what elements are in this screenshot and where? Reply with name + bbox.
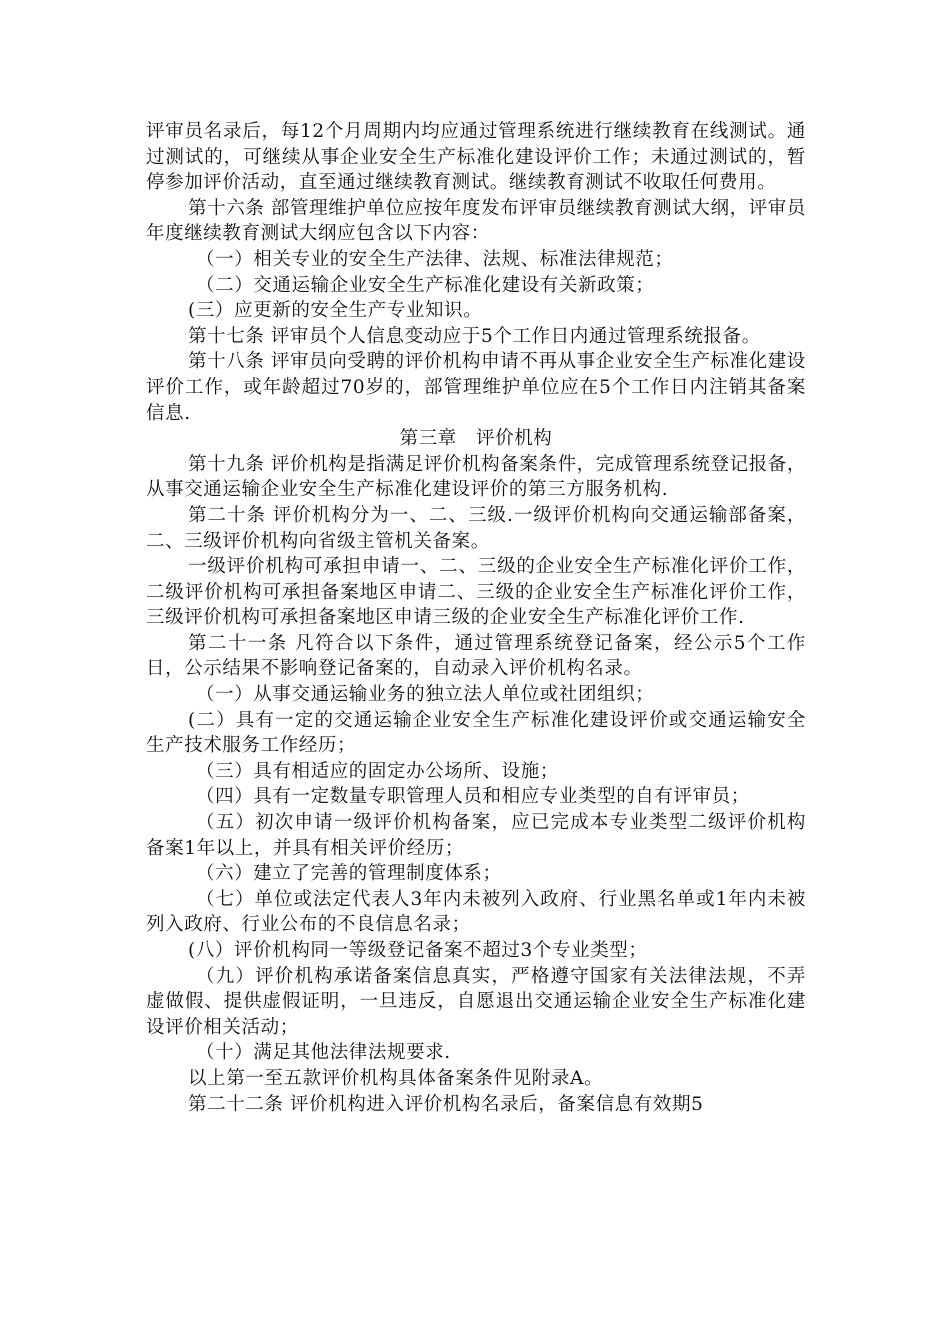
- list-item: （五）初次申请一级评价机构备案，应已完成本专业类型二级评价机构备案1年以上，并具有相关评价经历；: [146, 812, 806, 859]
- list-item: （四）具有一定数量专职管理人员和相应专业类型的自有评审员；: [196, 786, 750, 808]
- article-16: 第十六条 部管理维护单位应按年度发布评审员继续教育测试大纲，评审员年度继续教育测试大纲应包含以下内容：: [146, 197, 806, 245]
- article-18: 第十八条 评审员向受聘的评价机构申请不再从事企业安全生产标准化建设评价工作，或年龄超过70岁的，部管理维护单位应在5个工作日内注销其备案信息.: [146, 351, 806, 424]
- paragraph: 一级评价机构可承担申请一、二、三级的企业安全生产标准化评价工作，二级评价机构可承担备案地区申请二、三级的企业安全生产标准化评价工作，三级评价机构可承担备案地区申请三级的企业安全生产标准化评价工作.: [146, 556, 806, 629]
- paragraph: 评审员名录后，每12个月周期内均应通过管理系统进行继续教育在线测试。通过测试的，可继续从事企业安全生产标准化建设评价工作；未通过测试的，暂停参加评价活动，直至通过继续教育测试。继续教育测试不收取任何费用。: [146, 121, 806, 194]
- list-item: （二）交通运输企业安全生产标准化建设有关新政策；: [196, 274, 655, 296]
- list-item: (二）具有一定的交通运输企业安全生产标准化建设评价或交通运输安全生产技术服务工作经历；: [146, 709, 806, 757]
- list-item: （三）具有相适应的固定办公场所、设施；: [196, 760, 559, 782]
- article-17: 第十七条 评审员个人信息变动应于5个工作日内通过管理系统报备。: [188, 325, 761, 347]
- paragraph: 以上第一至五款评价机构具体备案条件见附录A。: [188, 1067, 604, 1089]
- document-page: [146, 119, 806, 1117]
- article-22: 第二十二条 评价机构进入评价机构名录后，备案信息有效期5: [188, 1093, 704, 1115]
- list-item: (三）应更新的安全生产专业知识。: [188, 300, 483, 322]
- list-item: （一）相关专业的安全生产法律、法规、标准法律规范；: [196, 248, 674, 270]
- list-item: （九）评价机构承诺备案信息真实，严格遵守国家有关法律法规，不弄虚做假、提供虚假证明，一旦违反，自愿退出交通运输企业安全生产标准化建设评价相关活动；: [146, 965, 806, 1038]
- article-21: 第二十一条 凡符合以下条件，通过管理系统登记备案，经公示5个工作日，公示结果不影响登记备案的，自动录入评价机构名录。: [146, 632, 806, 680]
- article-19: 第十九条 评价机构是指满足评价机构备案条件，完成管理系统登记报备，从事交通运输企业安全生产标准化建设评价的第三方服务机构.: [146, 453, 806, 501]
- list-item: （十）满足其他法律法规要求.: [196, 1042, 451, 1064]
- list-item: （六）建立了完善的管理制度体系；: [196, 863, 502, 885]
- list-item: （一）从事交通运输业务的独立法人单位或社团组织；: [196, 684, 655, 706]
- article-20: 第二十条 评价机构分为一、二、三级.一级评价机构向交通运输部备案，二、三级评价机构向省级主管机关备案。: [146, 504, 806, 552]
- list-item: (八）评价机构同一等级登记备案不超过3个专业类型；: [188, 940, 648, 961]
- list-item: （七）单位或法定代表人3年内未被列入政府、行业黑名单或1年内未被列入政府、行业公布的不良信息名录；: [146, 888, 806, 936]
- chapter-heading: 第三章 评价机构: [399, 428, 553, 450]
